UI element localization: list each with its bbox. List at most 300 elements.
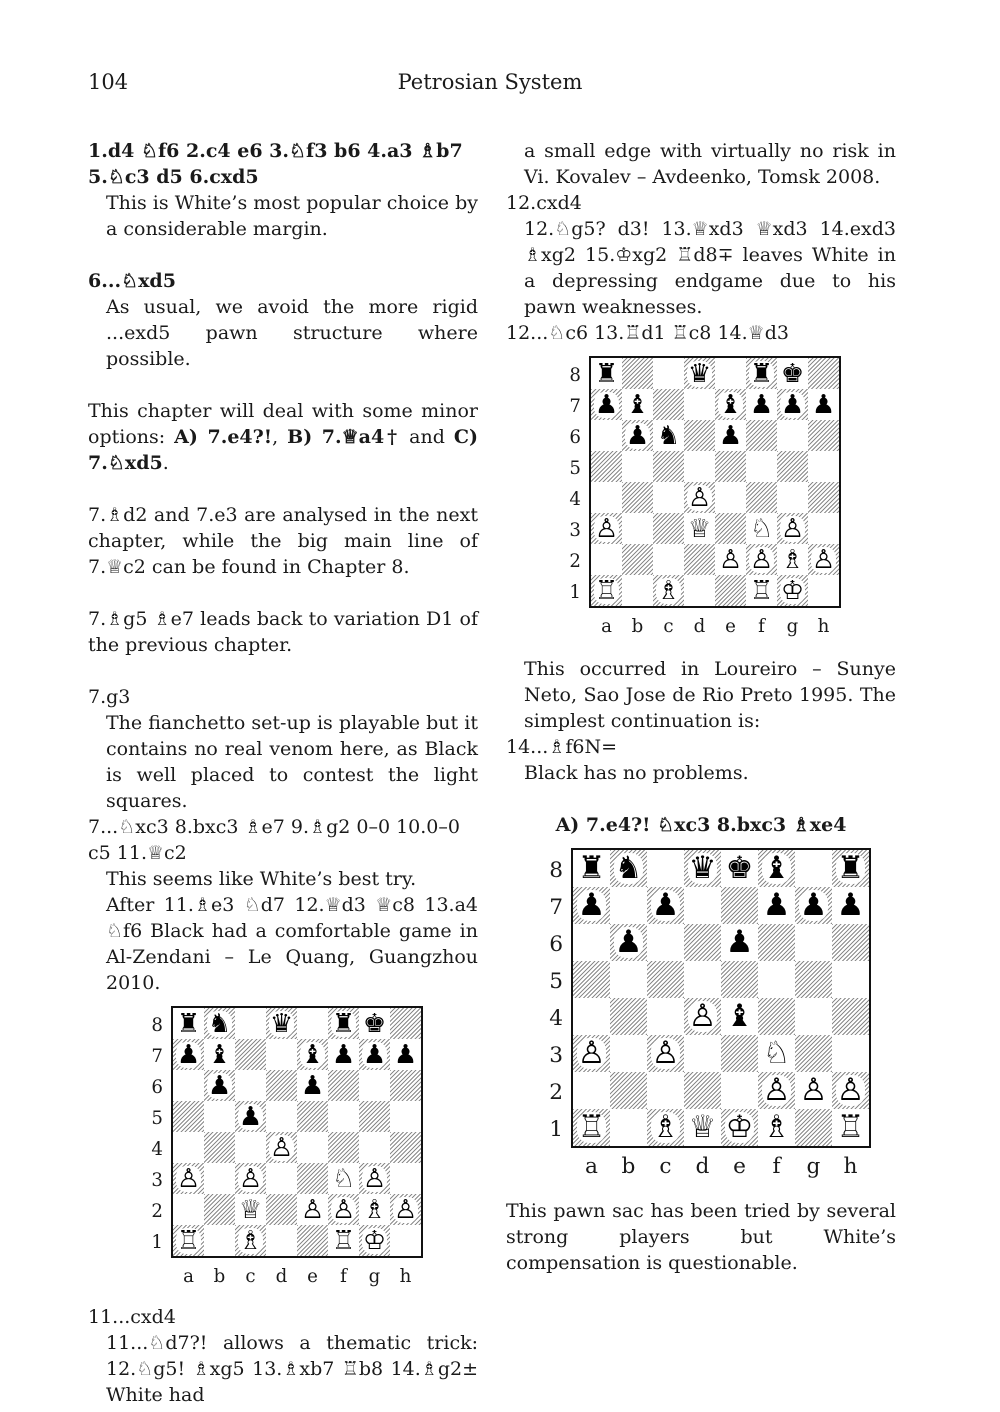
square-c8 — [653, 358, 684, 389]
chess-piece — [647, 1109, 684, 1146]
piece-glyph: ♜ — [594, 358, 619, 389]
piece-glyph: ♙ — [718, 544, 743, 575]
file-label: d — [693, 616, 706, 637]
piece-glyph: ♗ — [762, 1109, 791, 1145]
square-g1 — [359, 1225, 390, 1256]
piece-glyph: ♚ — [362, 1008, 387, 1039]
piece-glyph: ♟ — [625, 420, 650, 451]
square-e2 — [715, 544, 746, 575]
chess-piece — [647, 1035, 684, 1072]
move-line: 12.cxd4 — [506, 192, 582, 214]
running-title: Petrosian System — [397, 70, 583, 94]
right-column — [506, 138, 896, 1276]
square-c1 — [653, 575, 684, 606]
chess-piece — [777, 358, 808, 389]
chess-piece — [204, 1070, 235, 1101]
file-label: f — [772, 1154, 781, 1179]
square-f5 — [328, 1101, 359, 1132]
period: . — [162, 452, 169, 474]
piece-glyph: ♟ — [836, 887, 865, 923]
file-label: a — [183, 1266, 194, 1287]
square-b8 — [622, 358, 653, 389]
rank-label: 1 — [151, 1231, 163, 1253]
chess-piece — [832, 1072, 869, 1109]
chess-piece — [684, 1109, 721, 1146]
square-f1 — [758, 1109, 795, 1146]
square-c7 — [653, 389, 684, 420]
square-a6 — [591, 420, 622, 451]
square-g6 — [777, 420, 808, 451]
square-e3 — [721, 1035, 758, 1072]
square-e8 — [297, 1008, 328, 1039]
page-number: 104 — [88, 70, 129, 94]
square-g4 — [777, 482, 808, 513]
piece-glyph: ♗ — [651, 1109, 680, 1145]
square-h5 — [390, 1101, 421, 1132]
square-d1 — [684, 1109, 721, 1146]
square-g4 — [359, 1132, 390, 1163]
chess-piece — [591, 358, 622, 389]
chess-piece — [684, 998, 721, 1035]
square-h8 — [808, 358, 839, 389]
move-line: 12...♘c6 13.♖d1 ♖c8 14.♕d3 — [506, 322, 789, 344]
file-label: h — [817, 616, 830, 637]
square-b6 — [622, 420, 653, 451]
piece-glyph: ♘ — [749, 513, 774, 544]
chess-piece — [721, 998, 758, 1035]
chess-piece — [653, 420, 684, 451]
square-c4 — [235, 1132, 266, 1163]
square-g8 — [359, 1008, 390, 1039]
square-h2 — [832, 1072, 869, 1109]
square-c3 — [235, 1163, 266, 1194]
square-d4 — [684, 482, 715, 513]
square-a5 — [591, 451, 622, 482]
file-label: b — [621, 1154, 636, 1179]
chess-piece — [173, 1039, 204, 1070]
piece-glyph: ♘ — [331, 1163, 356, 1194]
square-b2 — [204, 1194, 235, 1225]
paragraph: Black has no problems. — [524, 762, 749, 784]
piece-glyph: ♙ — [176, 1163, 201, 1194]
square-f5 — [758, 961, 795, 998]
piece-glyph: ♛ — [688, 850, 717, 886]
chess-piece — [746, 358, 777, 389]
option-b: B) 7.♕a4† — [287, 426, 401, 448]
square-h7 — [808, 389, 839, 420]
square-e4 — [721, 998, 758, 1035]
square-f3 — [746, 513, 777, 544]
square-c8 — [647, 850, 684, 887]
piece-glyph: ♖ — [749, 575, 774, 606]
paragraph: This is White’s most popular choice by a considerable margin. — [106, 192, 478, 240]
chess-piece — [721, 1109, 758, 1146]
piece-glyph: ♞ — [207, 1008, 232, 1039]
rank-label: 2 — [569, 550, 581, 572]
rank-label: 5 — [549, 968, 563, 994]
square-h8 — [390, 1008, 421, 1039]
chess-diagram — [521, 848, 881, 1188]
square-g2 — [359, 1194, 390, 1225]
square-c4 — [647, 998, 684, 1035]
square-e6 — [721, 924, 758, 961]
piece-glyph: ♙ — [836, 1072, 865, 1108]
chess-piece — [777, 513, 808, 544]
piece-glyph: ♟ — [725, 924, 754, 960]
chess-piece — [715, 544, 746, 575]
square-b8 — [204, 1008, 235, 1039]
square-a2 — [573, 1072, 610, 1109]
chess-piece — [610, 924, 647, 961]
square-h4 — [808, 482, 839, 513]
square-g5 — [777, 451, 808, 482]
square-g7 — [359, 1039, 390, 1070]
chess-piece — [173, 1008, 204, 1039]
chess-piece — [359, 1163, 390, 1194]
piece-glyph: ♟ — [718, 420, 743, 451]
square-a1 — [591, 575, 622, 606]
chess-piece — [591, 513, 622, 544]
square-f8 — [746, 358, 777, 389]
piece-glyph: ♟ — [577, 887, 606, 923]
chess-piece — [746, 513, 777, 544]
square-d4 — [684, 998, 721, 1035]
chess-piece — [266, 1008, 297, 1039]
square-g3 — [777, 513, 808, 544]
square-d8 — [684, 358, 715, 389]
piece-glyph: ♞ — [614, 850, 643, 886]
square-f3 — [328, 1163, 359, 1194]
square-a4 — [573, 998, 610, 1035]
square-b2 — [610, 1072, 647, 1109]
paragraph: 12.♘g5? d3! 13.♕xd3 ♕xd3 14.exd3 ♗xg2 15.♔xg2 ♖d8∓ leaves White in a depressing endgame due to his pawn weaknesses. — [524, 218, 896, 318]
square-g3 — [359, 1163, 390, 1194]
piece-glyph: ♔ — [362, 1225, 387, 1256]
file-label: a — [585, 1154, 598, 1179]
rank-label: 5 — [151, 1107, 163, 1129]
piece-glyph: ♝ — [762, 850, 791, 886]
piece-glyph: ♟ — [362, 1039, 387, 1070]
chess-piece — [359, 1194, 390, 1225]
square-f2 — [746, 544, 777, 575]
square-e6 — [297, 1070, 328, 1101]
square-c7 — [647, 887, 684, 924]
square-f4 — [746, 482, 777, 513]
square-e4 — [297, 1132, 328, 1163]
piece-glyph: ♟ — [393, 1039, 418, 1070]
square-g3 — [795, 1035, 832, 1072]
square-b2 — [622, 544, 653, 575]
chessboard — [589, 356, 841, 608]
piece-glyph: ♟ — [762, 887, 791, 923]
square-f4 — [328, 1132, 359, 1163]
piece-glyph: ♖ — [594, 575, 619, 606]
square-f8 — [758, 850, 795, 887]
square-e1 — [721, 1109, 758, 1146]
chess-piece — [359, 1225, 390, 1256]
square-a2 — [591, 544, 622, 575]
chess-diagram — [551, 356, 851, 646]
square-e7 — [721, 887, 758, 924]
chess-piece — [591, 389, 622, 420]
square-h1 — [832, 1109, 869, 1146]
square-a3 — [173, 1163, 204, 1194]
left-column — [88, 138, 478, 1408]
square-a7 — [573, 887, 610, 924]
square-c5 — [647, 961, 684, 998]
piece-glyph: ♜ — [577, 850, 606, 886]
rank-label: 6 — [569, 426, 581, 448]
square-c2 — [653, 544, 684, 575]
rank-label: 7 — [549, 894, 563, 920]
square-c2 — [235, 1194, 266, 1225]
square-g1 — [777, 575, 808, 606]
chess-piece — [328, 1163, 359, 1194]
piece-glyph: ♘ — [762, 1035, 791, 1071]
square-g1 — [795, 1109, 832, 1146]
option-a: A) 7.e4?! — [174, 426, 273, 448]
piece-glyph: ♔ — [780, 575, 805, 606]
rank-label: 3 — [549, 1042, 563, 1068]
square-a8 — [173, 1008, 204, 1039]
file-label: e — [733, 1154, 746, 1179]
chess-piece — [832, 1109, 869, 1146]
square-e5 — [297, 1101, 328, 1132]
square-h3 — [832, 1035, 869, 1072]
square-e8 — [721, 850, 758, 887]
piece-glyph: ♗ — [656, 575, 681, 606]
square-h6 — [832, 924, 869, 961]
section-heading: A) 7.e4?! ♘xc3 8.bxc3 ♗xe4 — [555, 814, 847, 836]
square-e3 — [297, 1163, 328, 1194]
chess-piece — [721, 924, 758, 961]
square-b7 — [610, 887, 647, 924]
square-h8 — [832, 850, 869, 887]
chess-piece — [684, 513, 715, 544]
square-c3 — [647, 1035, 684, 1072]
move-line: 14...♗f6N= — [506, 736, 617, 758]
chess-piece — [235, 1225, 266, 1256]
piece-glyph: ♙ — [749, 544, 774, 575]
chess-piece — [359, 1039, 390, 1070]
rank-label: 4 — [549, 1005, 563, 1031]
piece-glyph: ♚ — [780, 358, 805, 389]
square-f3 — [758, 1035, 795, 1072]
piece-glyph: ♙ — [393, 1194, 418, 1225]
move-line: 11...cxd4 — [88, 1306, 176, 1328]
square-a4 — [591, 482, 622, 513]
chess-piece — [746, 544, 777, 575]
piece-glyph: ♙ — [269, 1132, 294, 1163]
square-h1 — [390, 1225, 421, 1256]
file-label: d — [275, 1266, 288, 1287]
chess-piece — [235, 1101, 266, 1132]
paragraph: After 11.♗e3 ♘d7 12.♕d3 ♕c8 13.a4 ♘f6 Black had a comfortable game in Al-Zendani – Le Quang, Guangzhou 2010. — [106, 894, 478, 994]
square-e5 — [715, 451, 746, 482]
square-g2 — [795, 1072, 832, 1109]
square-c3 — [653, 513, 684, 544]
file-label: f — [758, 616, 765, 637]
piece-glyph: ♙ — [688, 998, 717, 1034]
chess-piece — [591, 575, 622, 606]
file-label: e — [307, 1266, 318, 1287]
piece-glyph: ♙ — [594, 513, 619, 544]
square-a2 — [173, 1194, 204, 1225]
square-f2 — [328, 1194, 359, 1225]
chess-piece — [328, 1225, 359, 1256]
chess-piece — [684, 850, 721, 887]
square-h3 — [808, 513, 839, 544]
piece-glyph: ♟ — [238, 1101, 263, 1132]
square-g4 — [795, 998, 832, 1035]
piece-glyph: ♙ — [762, 1072, 791, 1108]
move-sequence-heading: 1.d4 ♘f6 2.c4 e6 3.♘f3 b6 4.a3 ♗b7 5.♘c3 d5 6.cxd5 — [88, 140, 463, 188]
rank-label: 4 — [569, 488, 581, 510]
chessboard — [171, 1006, 423, 1258]
chess-piece — [390, 1039, 421, 1070]
square-a6 — [173, 1070, 204, 1101]
square-b1 — [610, 1109, 647, 1146]
square-h5 — [832, 961, 869, 998]
square-h1 — [808, 575, 839, 606]
square-d6 — [684, 420, 715, 451]
square-b3 — [204, 1163, 235, 1194]
file-label: g — [368, 1266, 381, 1287]
chess-piece — [622, 420, 653, 451]
square-b7 — [204, 1039, 235, 1070]
piece-glyph: ♖ — [331, 1225, 356, 1256]
square-a4 — [173, 1132, 204, 1163]
square-d8 — [684, 850, 721, 887]
chess-piece — [758, 887, 795, 924]
square-g7 — [795, 887, 832, 924]
square-g6 — [359, 1070, 390, 1101]
paragraph: 7.♗g5 ♗e7 leads back to variation D1 of the previous chapter. — [88, 608, 478, 656]
square-h2 — [390, 1194, 421, 1225]
square-d1 — [684, 575, 715, 606]
square-a1 — [573, 1109, 610, 1146]
square-f2 — [758, 1072, 795, 1109]
chess-piece — [832, 887, 869, 924]
chess-piece — [795, 1072, 832, 1109]
square-c6 — [647, 924, 684, 961]
paragraph: 7.♗d2 and 7.e3 are analysed in the next chapter, while the big main line of 7.♕c2 can be found in Chapter 8. — [88, 504, 478, 578]
square-b5 — [610, 961, 647, 998]
square-d3 — [266, 1163, 297, 1194]
chess-piece — [359, 1008, 390, 1039]
square-e2 — [721, 1072, 758, 1109]
chess-piece — [390, 1194, 421, 1225]
piece-glyph: ♙ — [362, 1163, 387, 1194]
square-h4 — [832, 998, 869, 1035]
square-b3 — [622, 513, 653, 544]
rank-label: 1 — [569, 581, 581, 603]
options-text: This chapter will deal with some minor options: — [88, 400, 478, 448]
piece-glyph: ♙ — [577, 1035, 606, 1071]
square-e2 — [297, 1194, 328, 1225]
chess-piece — [808, 389, 839, 420]
paragraph: This occurred in Loureiro – Sunye Neto, Sao Jose de Rio Preto 1995. The simplest continuation is: — [524, 658, 896, 732]
chess-piece — [573, 1035, 610, 1072]
square-d2 — [684, 1072, 721, 1109]
square-e6 — [715, 420, 746, 451]
file-label: d — [695, 1154, 710, 1179]
square-h2 — [808, 544, 839, 575]
chess-piece — [795, 887, 832, 924]
square-a3 — [591, 513, 622, 544]
chess-piece — [777, 389, 808, 420]
rank-label: 2 — [151, 1200, 163, 1222]
square-c4 — [653, 482, 684, 513]
square-a8 — [573, 850, 610, 887]
piece-glyph: ♖ — [176, 1225, 201, 1256]
square-b8 — [610, 850, 647, 887]
piece-glyph: ♜ — [836, 850, 865, 886]
file-label: c — [659, 1154, 672, 1179]
square-a3 — [573, 1035, 610, 1072]
file-label: g — [786, 616, 799, 637]
square-e4 — [715, 482, 746, 513]
piece-glyph: ♝ — [207, 1039, 232, 1070]
rank-label: 8 — [569, 364, 581, 386]
rank-label: 2 — [549, 1079, 563, 1105]
piece-glyph: ♟ — [799, 887, 828, 923]
square-b1 — [622, 575, 653, 606]
file-label: h — [399, 1266, 412, 1287]
square-d2 — [266, 1194, 297, 1225]
paragraph: As usual, we avoid the more rigid ...exd5 pawn structure where possible. — [106, 296, 478, 370]
chess-piece — [832, 850, 869, 887]
square-d1 — [266, 1225, 297, 1256]
square-f1 — [746, 575, 777, 606]
square-h4 — [390, 1132, 421, 1163]
square-c8 — [235, 1008, 266, 1039]
piece-glyph: ♝ — [725, 998, 754, 1034]
paragraph: This seems like White’s best try. — [106, 868, 417, 890]
square-b5 — [622, 451, 653, 482]
piece-glyph: ♗ — [362, 1194, 387, 1225]
chess-piece — [235, 1163, 266, 1194]
chess-piece — [758, 850, 795, 887]
piece-glyph: ♟ — [651, 887, 680, 923]
chess-piece — [715, 389, 746, 420]
square-b4 — [204, 1132, 235, 1163]
piece-glyph: ♙ — [799, 1072, 828, 1108]
square-h6 — [390, 1070, 421, 1101]
chess-piece — [653, 575, 684, 606]
square-h5 — [808, 451, 839, 482]
piece-glyph: ♙ — [780, 513, 805, 544]
rank-label: 8 — [151, 1014, 163, 1036]
separator: , — [272, 426, 288, 448]
piece-glyph: ♕ — [238, 1194, 263, 1225]
square-f6 — [758, 924, 795, 961]
chess-piece — [266, 1132, 297, 1163]
square-f8 — [328, 1008, 359, 1039]
square-b6 — [610, 924, 647, 961]
chess-piece — [715, 420, 746, 451]
square-g8 — [777, 358, 808, 389]
square-f6 — [328, 1070, 359, 1101]
rank-label: 7 — [569, 395, 581, 417]
square-d2 — [684, 544, 715, 575]
rank-label: 3 — [151, 1169, 163, 1191]
piece-glyph: ♔ — [725, 1109, 754, 1145]
square-b4 — [610, 998, 647, 1035]
square-d8 — [266, 1008, 297, 1039]
square-b3 — [610, 1035, 647, 1072]
chess-piece — [746, 575, 777, 606]
